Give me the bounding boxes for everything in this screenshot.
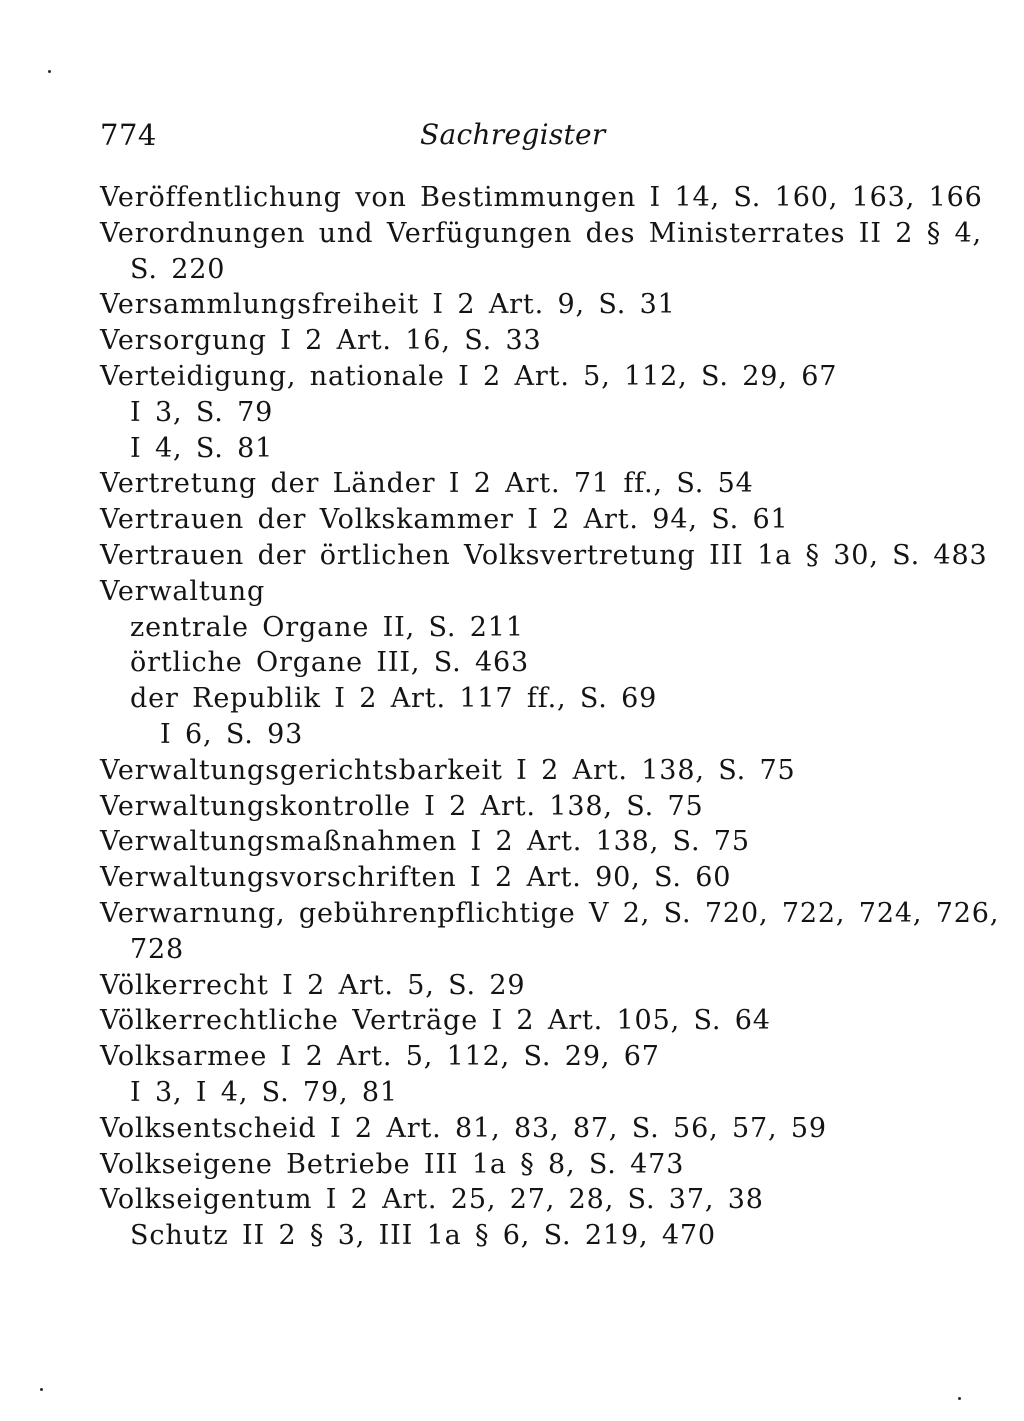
index-entry: Verwaltungsgerichtsbarkeit I 2 Art. 138, S. 75 [100, 754, 796, 786]
page-header [100, 112, 920, 158]
index-entry: Verteidigung, nationale I 2 Art. 5, 112, S. 29, 67 [100, 360, 838, 392]
index-subentry: I 3, I 4, S. 79, 81 [130, 1076, 398, 1108]
index-subentry: zentrale Organe II, S. 211 [130, 611, 524, 643]
index-entry: Versorgung I 2 Art. 16, S. 33 [100, 325, 542, 357]
index-entries [100, 180, 1000, 1254]
index-subentry: der Republik I 2 Art. 117 ff., S. 69 [130, 683, 658, 715]
index-entry: Volksarmee I 2 Art. 5, 112, S. 29, 67 [100, 1041, 660, 1073]
index-entry: Versammlungsfreiheit I 2 Art. 9, S. 31 [100, 289, 676, 321]
scan-speck [40, 1388, 43, 1391]
page-number: 774 [100, 118, 157, 152]
index-entry-continuation: 728 [130, 933, 185, 965]
index-entry: Vertrauen der örtlichen Volksvertretung III 1a § 30, S. 483 [100, 539, 988, 571]
index-subentry: I 6, S. 93 [160, 718, 304, 750]
index-subentry: Schutz II 2 § 3, III 1a § 6, S. 219, 470 [130, 1220, 716, 1252]
index-entry: Volkseigene Betriebe III 1a § 8, S. 473 [100, 1148, 685, 1180]
index-entry: Vertrauen der Volkskammer I 2 Art. 94, S. 61 [100, 504, 789, 536]
index-subentry: I 4, S. 81 [130, 432, 274, 464]
index-entry: Vertretung der Länder I 2 Art. 71 ff., S. 54 [100, 468, 754, 500]
index-subentry: I 3, S. 79 [130, 396, 274, 428]
index-entry: Verwaltung [100, 575, 266, 607]
index-entry: Verordnungen und Verfügungen des Ministerrates II 2 § 4, [100, 217, 982, 249]
index-entry: Völkerrecht I 2 Art. 5, S. 29 [100, 969, 526, 1001]
index-entry: Volkseigentum I 2 Art. 25, 27, 28, S. 37, 38 [100, 1184, 764, 1216]
scan-speck [48, 70, 51, 73]
index-entry: Verwarnung, gebührenpflichtige V 2, S. 720, 722, 724, 726, [100, 897, 1000, 929]
index-entry: Verwaltungsmaßnahmen I 2 Art. 138, S. 75 [100, 826, 750, 858]
index-entry: Volksentscheid I 2 Art. 81, 83, 87, S. 56, 57, 59 [100, 1112, 827, 1144]
index-entry-continuation: S. 220 [130, 253, 226, 285]
running-title: Sachregister [420, 118, 606, 151]
index-entry: Völkerrechtliche Verträge I 2 Art. 105, S. 64 [100, 1005, 771, 1037]
scan-speck [958, 1397, 961, 1400]
index-entry: Veröffentlichung von Bestimmungen I 14, S. 160, 163, 166 [100, 182, 983, 213]
index-entry: Verwaltungsvorschriften I 2 Art. 90, S. 60 [100, 862, 732, 894]
index-subentry: örtliche Organe III, S. 463 [130, 647, 530, 679]
index-entry: Verwaltungskontrolle I 2 Art. 138, S. 75 [100, 790, 704, 822]
